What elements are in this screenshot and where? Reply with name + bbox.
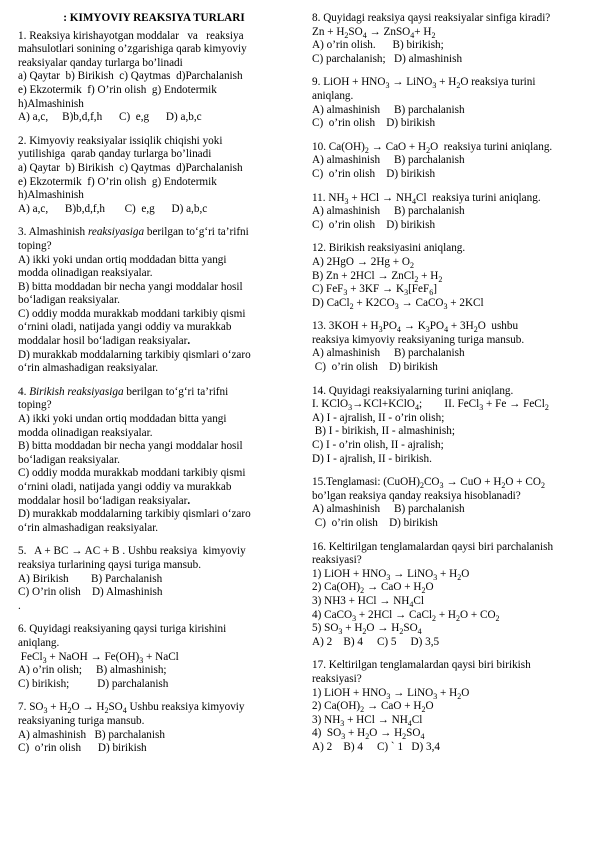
question-line: $Zn + H_2SO_4$ → ZnSO$_4$+ $H_2$	[312, 25, 436, 40]
question-line: 15.Tenglamasi: $(CuOH)_2CO_3$ → CuO + $H_2O + CO_2$	[312, 476, 545, 491]
question-line: 6. Quyidagi reaksiyaning qaysi turiga kirishini	[18, 623, 227, 636]
question-line: A) ikki yoki undan ortiq moddadan bitta yangi	[18, 413, 227, 426]
question-line: modda olinadigan reaksiyalar.	[18, 267, 153, 280]
question-line: D) CaCl$_2$ + $K2CO_3$ → CaCO$_3$ + 2KCl	[312, 296, 484, 311]
question-line: C) I - o’rin olish, II - ajralish;	[312, 439, 444, 452]
page-title: : KIMYOVIY REAKSIYA TURLARI	[63, 12, 245, 24]
question-block	[312, 385, 588, 467]
question-line: 10. $Ca(OH)_2$ → CaO + $H_2O$ reaksiya turini aniqlang.	[312, 140, 553, 155]
question-block	[18, 545, 290, 613]
question-block	[18, 226, 290, 376]
question-line: 14. Quyidagi reaksiyalarning turini aniqlang.	[312, 384, 514, 397]
question-block	[312, 541, 588, 650]
question-line: 7. $SO_3 + H_2O \to H_2SO_4$ Ushbu reaksiya kimyoviy	[18, 701, 245, 716]
question-line: A) almashinish B) parchalanish	[312, 347, 465, 360]
question-line: A) o’rin olish. B) birikish;	[312, 39, 444, 52]
question-line: 4) $SO_3 + H_2O \to H_2SO_4$	[312, 727, 425, 742]
question-line: A) a,c, B)b,d,f,h C) e,g D) a,b,c	[18, 111, 202, 124]
question-line: 2) $Ca(OH)_2$ → CaO + $H_2O$	[312, 700, 434, 715]
question-line: C) o’rin olish D) birikish	[312, 167, 436, 180]
question-line: o‘rnini oladi, natijada yangi oddiy va murakkab	[18, 481, 232, 493]
question-line: A) almashinish B) parchalanish	[312, 154, 465, 167]
question-block	[312, 12, 588, 66]
question-line: moddalar hosil bo‘ladigan reaksiyalar.	[18, 494, 191, 507]
question-line: C) O’rin olish D) Almashinish	[18, 586, 163, 599]
question-line: C) o’rin olish D) birikish	[312, 218, 436, 231]
question-block	[312, 76, 588, 130]
question-line: 12. Birikish reaksiyasini aniqlang.	[312, 242, 466, 255]
question-line: reaksiyasi?	[312, 672, 362, 685]
question-line: toping?	[18, 399, 52, 412]
question-block	[18, 135, 290, 217]
question-block	[312, 242, 588, 310]
question-block	[18, 386, 290, 536]
question-line: C) oddiy modda murakkab moddani tarkibiy qismi	[18, 467, 246, 480]
question-line: 3. Almashinish reaksiyasiga berilgan to‘g‘ri ta’rifni	[18, 226, 249, 239]
question-line: 1. Reaksiya kirishayotgan moddalar va reaksiya	[18, 29, 244, 42]
question-line: A) almashinish B) parchalanish	[18, 728, 165, 741]
question-line: yutilishiga qarab qanday turlarga bo’linadi	[18, 148, 212, 161]
question-block	[18, 30, 290, 125]
question-line: A) 2 B) 4 C) ` 1 D) 3,4	[312, 740, 441, 753]
question-line: A) a,c, B)b,d,f,h C) e,g D) a,b,c	[18, 202, 208, 215]
question-line: e) Ekzotermik f) O’rin olish g) Endotermik	[18, 175, 217, 188]
right-column	[312, 12, 588, 765]
question-line: toping?	[18, 239, 52, 252]
left-column	[18, 12, 290, 766]
question-line: 13. $3KOH + H_3PO_4 \to K_3PO_4 + 3H_2O$ ushbu	[312, 320, 519, 335]
question-line: 2. Kimyoviy reaksiyalar issiqlik chiqishi yoki	[18, 134, 223, 147]
question-line: .	[18, 599, 21, 612]
question-block	[312, 320, 588, 374]
question-line: reaksiya kimyoviy reaksiyaning turiga mansub.	[312, 333, 525, 346]
question-line: C) parchalanish; D) almashinish	[312, 52, 463, 65]
question-line: C) birikish; D) parchalanish	[18, 677, 169, 690]
question-line: 4. Birikish reaksiyasiga berilgan to‘g‘ri ta’rifni	[18, 385, 229, 398]
question-line: 2) $Ca(OH)_2$ → CaO + $H_2O$	[312, 581, 434, 596]
question-block	[312, 476, 588, 530]
question-line: 8. Quyidagi reaksiya qaysi reaksiyalar sinfiga kiradi?	[312, 12, 551, 24]
question-line: reaksiyalar qanday turlarga bo’linadi	[18, 56, 183, 69]
question-line: 4) CaCO$_3$ + 2HCl → CaCl$_2$ + $H_2O + CO_2$	[312, 608, 500, 623]
question-line: bo‘ladigan reaksiyalar.	[18, 453, 120, 466]
question-line: FeCl$_3$ + NaOH → $Fe(OH)_3$ + NaCl	[18, 650, 179, 665]
question-line: reaksiyaning turiga mansub.	[18, 714, 145, 727]
question-line: h)Almashinish	[18, 189, 84, 202]
question-line: C) $FeF_3 + 3KF \to K_3[FeF_6]$	[312, 283, 437, 298]
question-line: bo‘ladigan reaksiyalar.	[18, 294, 120, 307]
question-line: C) o’rin olish D) birikish	[312, 361, 438, 374]
question-line: o‘rnini oladi, natijada yangi oddiy va murakkab	[18, 321, 232, 334]
question-line: I. KClO$_3$→KCl+KClO$_4$; II. FeCl$_3$ + Fe → FeCl$_2$	[312, 398, 549, 413]
question-line: 17. Keltirilgan tenglamalardan qaysi biri birikish	[312, 659, 531, 672]
question-line: C) o’rin olish D) birikish	[18, 742, 147, 755]
question-line: reaksiyasi?	[312, 554, 362, 567]
question-line: A) o’rin olish; B) almashinish;	[18, 664, 167, 677]
question-line: reaksiya turlarining qaysi turiga mansub.	[18, 558, 201, 571]
question-line: o‘rin almashadigan reaksiyalar.	[18, 521, 159, 534]
question-line: A) Birikish B) Parchalanish	[18, 572, 163, 585]
question-line: h)Almashinish	[18, 97, 84, 110]
question-line: mahsulotlari sonining o’zgarishiga qarab kimyoviy	[18, 43, 247, 56]
question-line: a) Qaytar b) Birikish c) Qaytmas d)Parchalanish	[18, 161, 243, 174]
question-line: A) ikki yoki undan ortiq moddadan bitta yangi	[18, 253, 227, 266]
question-block	[312, 192, 588, 233]
question-line: C) o’rin olish D) birikish	[312, 517, 438, 529]
question-line: B) bitta moddadan bir necha yangi moddalar hosil	[18, 440, 243, 453]
question-line: 1) LiOH + $HNO_3$ → LiNO$_3$ + $H_2O$	[312, 567, 470, 583]
question-line: A) almashinish B) parchalanish	[312, 205, 465, 218]
question-line: B) Zn + 2HCl → ZnCl$_2$ + $H_2$	[312, 269, 443, 284]
question-line: A) 2 B) 4 C) 5 D) 3,5	[312, 635, 440, 648]
question-line: 9. LiOH + $HNO_3$ → LiNO$_3$ + $H_2O$ reaksiya turini	[312, 76, 536, 91]
question-list-right	[312, 12, 588, 755]
question-line: D) I - ajralish, II - birikish.	[312, 452, 432, 465]
question-line: A) almashinish B) parchalanish	[312, 503, 465, 516]
question-block	[312, 659, 588, 754]
question-line: D) murakkab moddalarning tarkibiy qismlari o‘zaro	[18, 508, 251, 521]
question-line: C) o’rin olish D) birikish	[312, 117, 436, 130]
question-line: A) I - ajralish, II - o’rin olish;	[312, 411, 445, 424]
question-block	[312, 141, 588, 182]
question-line: moddalar hosil bo‘ladigan reaksiyalar.	[18, 335, 191, 348]
question-list-left	[18, 30, 290, 756]
question-line: 16. Keltirilgan tenglamalardan qaysi biri parchalanish	[312, 540, 554, 553]
question-line: 1) LiOH + $HNO_3$ → LiNO$_3$ + $H_2O$	[312, 686, 470, 701]
question-line: D) murakkab moddalarning tarkibiy qismlari o‘zaro	[18, 348, 251, 361]
question-line: C) oddiy modda murakkab moddani tarkibiy qismi	[18, 307, 246, 320]
question-line: e) Ekzotermik f) O’rin olish g) Endotermik	[18, 83, 217, 96]
question-line: 5) $SO_3 + H_2O \to H_2SO_4$	[312, 622, 422, 637]
question-line: 11. $NH_3$ + HCl → $NH_4Cl$ reaksiya turini aniqlang.	[312, 191, 541, 206]
question-line: B) I - birikish, II - almashinish;	[312, 425, 455, 438]
question-line: bo’lgan reaksiya qanday reaksiya hisoblanadi?	[312, 489, 521, 502]
question-line: aniqlang.	[18, 636, 60, 649]
question-line: B) bitta moddadan bir necha yangi moddalar hosil	[18, 280, 243, 293]
question-line: 5. A + BC → AC + B . Ushbu reaksiya kimyoviy	[18, 545, 246, 558]
question-block	[18, 623, 290, 691]
question-line: 3) $NH_3$ + HCl → $NH_4Cl$	[312, 713, 423, 728]
question-line: o‘rin almashadigan reaksiyalar.	[18, 362, 159, 375]
question-line: A) $2HgO \to 2Hg + O_2$	[312, 255, 414, 271]
question-line: modda olinadigan reaksiyalar.	[18, 426, 153, 439]
question-line: aniqlang.	[312, 89, 354, 102]
question-line: A) almashinish B) parchalanish	[312, 103, 465, 116]
question-line: 3) NH3 + HCl → $NH_4Cl$	[312, 594, 424, 610]
question-block	[18, 701, 290, 755]
question-line: a) Qaytar b) Birikish c) Qaytmas d)Parchalanish	[18, 70, 243, 83]
